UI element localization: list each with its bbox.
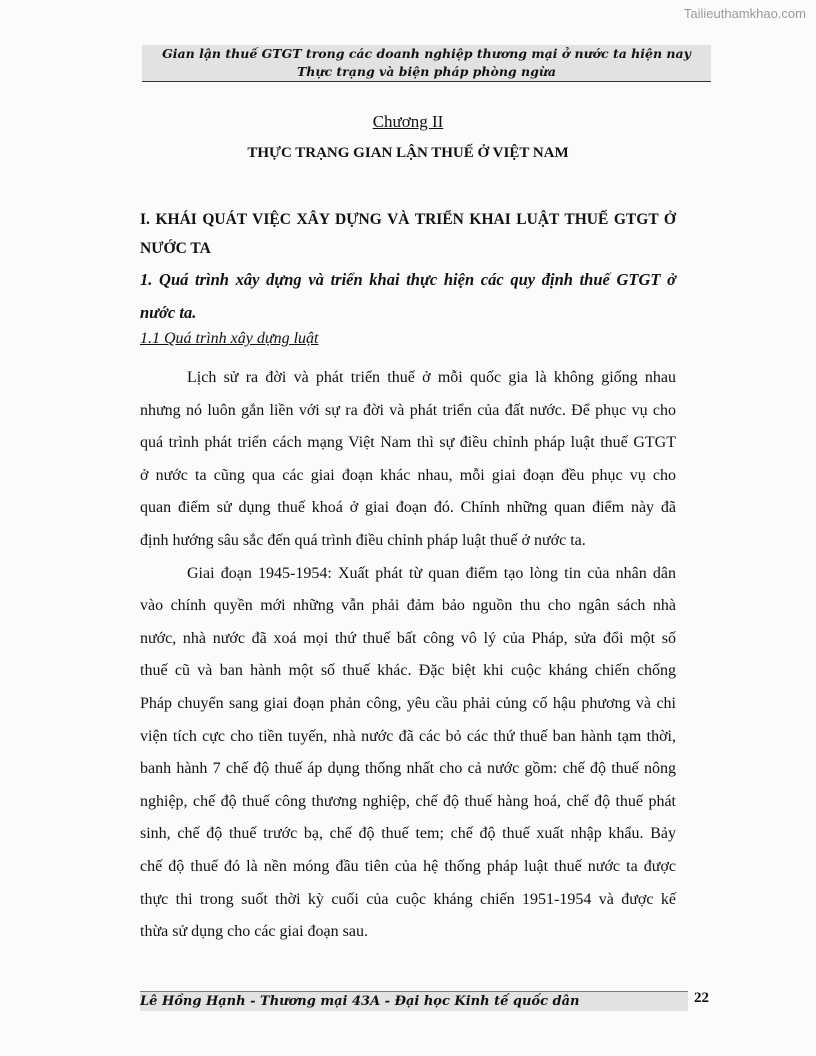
text-line: nước, nhà nước đã xoá mọi thứ thuế bất công vô lý của Pháp, sửa đổi một số xyxy=(140,629,676,647)
section-heading-line: I. KHÁI QUÁT VIỆC XÂY DỰNG VÀ TRIỂN KHAI LUẬT THUẾ GTGT Ở xyxy=(140,211,676,228)
text-line: viện tích cực cho tiền tuyến, nhà nước đã các bỏ các thứ thuế ban hành tạm thời, xyxy=(140,727,676,745)
text-line: Pháp chuyển sang giai đoạn phản công, yêu cầu phải củng cố hậu phương và chi xyxy=(140,694,676,712)
text-line: nghiệp, chế độ thuế công thương nghiệp, chế độ thuế hàng hoá, chế độ thuế phát xyxy=(140,792,676,810)
watermark: Tailieuthamkhao.com xyxy=(683,6,806,21)
text-line: thuế cũ và ban hành một số thuế khác. Đặc biệt khi cuộc kháng chiến chống xyxy=(140,662,676,680)
text-line: thừa sử dụng cho các giai đoạn sau. xyxy=(140,923,368,941)
text-line: sinh, chế độ thuế trước bạ, chế độ thuế tem; chế độ thuế xuất nhập khẩu. Bảy xyxy=(140,825,676,843)
subsection-heading-line: 1. Quá trình xây dựng và triển khai thực hiện các quy định thuế GTGT ở xyxy=(140,270,676,289)
text-line: quá trình phát triển cách mạng Việt Nam thì sự điều chỉnh pháp luật thuế GTGT xyxy=(140,434,676,452)
text-line: vào chính quyền mới những vẫn phải đảm bảo nguồn thu cho ngân sách nhà xyxy=(140,597,676,615)
paragraph xyxy=(140,362,676,558)
running-header xyxy=(142,45,711,82)
section-heading-line: NƯỚC TA xyxy=(140,239,211,257)
header-line-1: Gian lận thuế GTGT trong các doanh nghiệp thương mại ở nước ta hiện nay xyxy=(162,46,691,61)
subsection-heading xyxy=(140,264,676,329)
running-footer: Lê Hồng Hạnh - Thương mại 43A - Đại học Kinh tế quốc dân xyxy=(140,991,688,1011)
text-line: nhưng nó luôn gắn liền với sự ra đời và phát triển của đất nước. Để phục vụ cho xyxy=(140,401,676,419)
subsection-heading-line: nước ta. xyxy=(140,302,197,322)
text-line: Lịch sử ra đời và phát triển thuế ở mỗi quốc gia là không giống nhau xyxy=(187,369,676,386)
section-heading xyxy=(140,204,676,265)
header-line-2: Thực trạng và biện pháp phòng ngừa xyxy=(296,64,557,79)
text-line: thực thi trong suốt thời kỳ cuối của cuộc kháng chiến 1951-1954 và được kế xyxy=(140,890,676,908)
paragraph xyxy=(140,558,676,949)
text-line: banh hành 7 chế độ thuế áp dụng thống nhất cho cả nước gồm: chế độ thuế nông xyxy=(140,760,676,778)
text-line: chế độ thuế đó là nền móng đầu tiên của hệ thống pháp luật thuế nước ta được xyxy=(140,857,676,875)
text-line: quan điểm sử dụng thuế khoá ở giai đoạn đó. Chính những quan điểm này đã xyxy=(140,499,676,517)
subsubsection-heading: 1.1 Quá trình xây dựng luật xyxy=(140,330,319,347)
chapter-number: Chương II xyxy=(372,112,444,131)
body-text xyxy=(140,362,676,949)
page-number: 22 xyxy=(694,990,709,1006)
text-line: định hướng sâu sắc đến quá trình điều chỉnh pháp luật thuế ở nước ta. xyxy=(140,531,586,549)
chapter-title: THỰC TRẠNG GIAN LẬN THUẾ Ở VIỆT NAM xyxy=(247,145,569,161)
text-line: Giai đoạn 1945-1954: Xuất phát từ quan điểm tạo lòng tin của nhân dân xyxy=(187,564,676,582)
text-line: ở nước ta cũng qua các giai đoạn khác nhau, mỗi giai đoạn đều phục vụ cho xyxy=(140,466,676,484)
